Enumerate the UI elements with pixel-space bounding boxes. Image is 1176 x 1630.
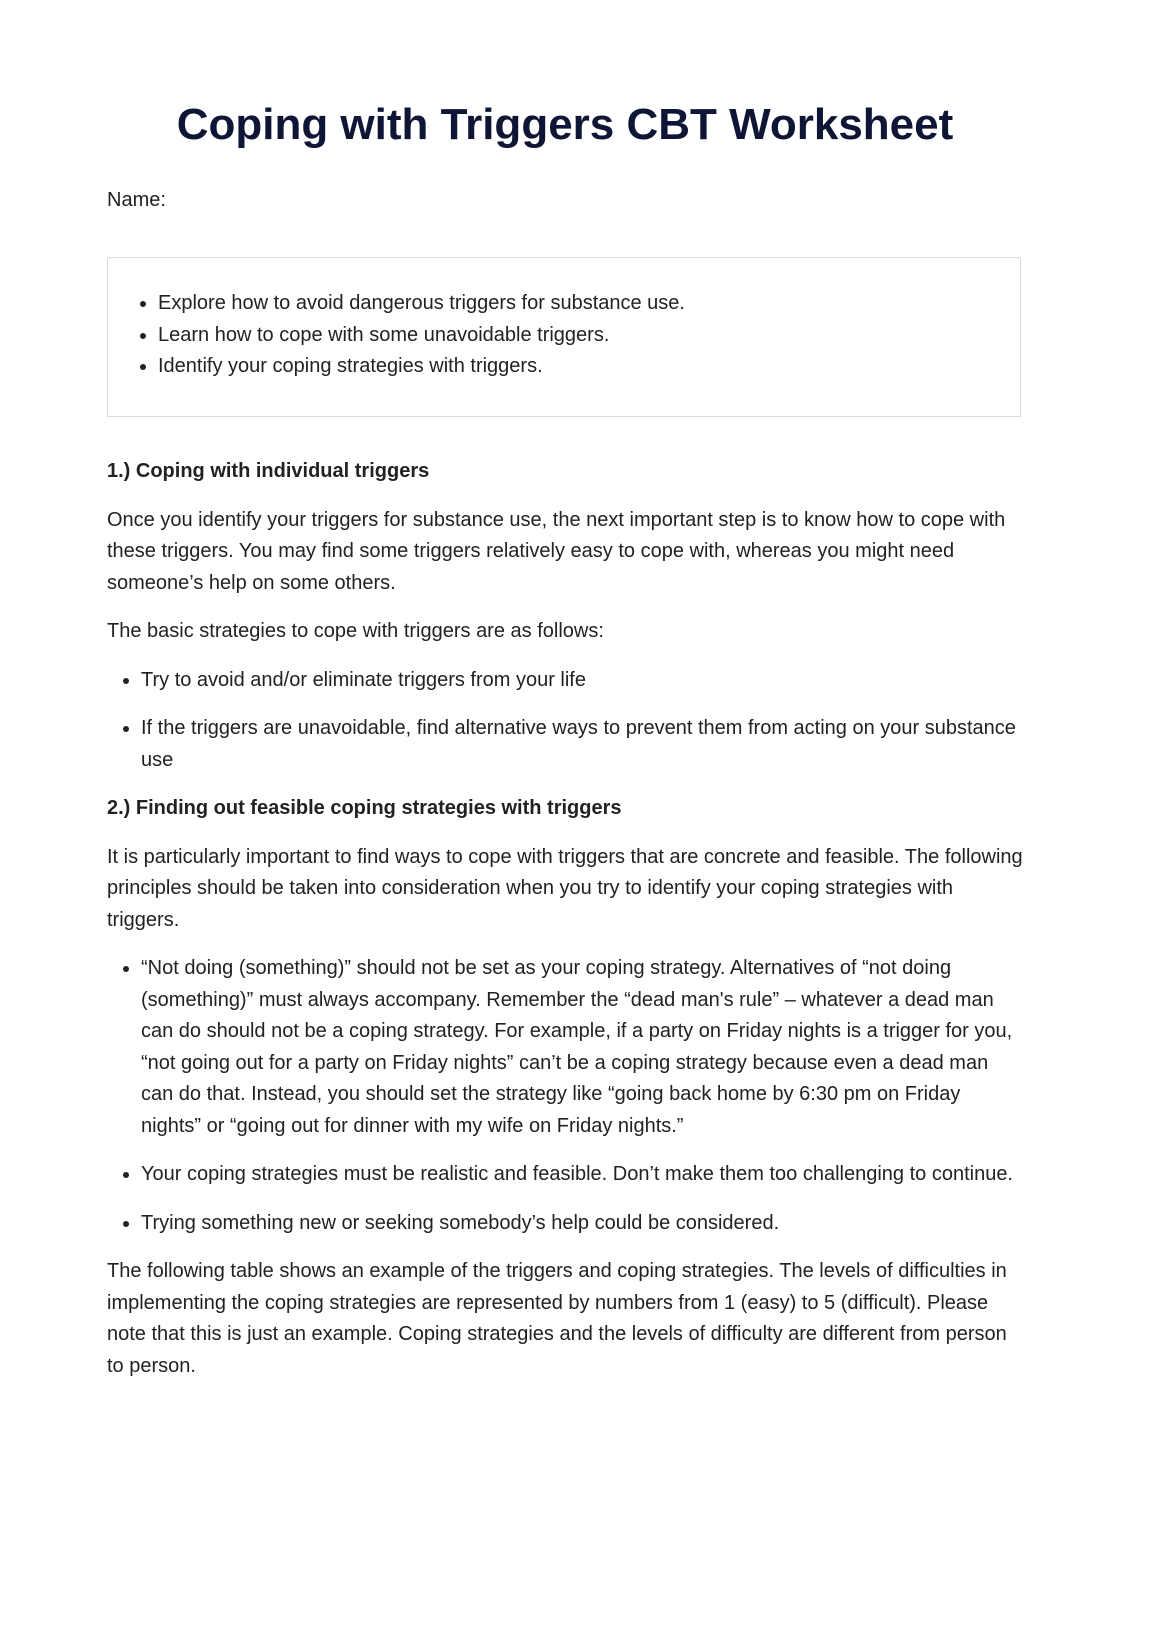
objectives-box [107, 257, 1021, 417]
list-item: • Try to avoid and/or eliminate triggers from your life [141, 665, 1023, 697]
objectives-list [108, 288, 1020, 383]
section2-paragraph: It is particularly important to find ways to cope with triggers that are concrete and feasible. The following principles should be taken into consideration when you try to identify your coping strategies with triggers. [107, 845, 1023, 931]
section1-heading: 1.) Coping with individual triggers [107, 460, 430, 482]
list-item: • Trying something new or seeking somebody’s help could be considered. [141, 1208, 1023, 1240]
objective-item: • Explore how to avoid dangerous triggers for substance use. [158, 288, 1020, 320]
objective-item: • Learn how to cope with some unavoidable triggers. [158, 320, 1020, 352]
section1-paragraph: The basic strategies to cope with triggers are as follows: [107, 620, 604, 642]
section2-paragraph: The following table shows an example of the triggers and coping strategies. The levels of difficulties in implementing the coping strategies are represented by numbers from 1 (easy) to 5 (difficult). Please note that this is just an example. Coping strategies and the levels of difficulty are different from person to person. [107, 1260, 1007, 1377]
objective-item: • Identify your coping strategies with triggers. [158, 351, 1020, 383]
section2-bullets [107, 953, 1023, 1239]
section1-paragraph: Once you identify your triggers for substance use, the next important step is to know how to cope with these triggers. You may find some triggers relatively easy to cope with, whereas you might need someone’s help on some others. [107, 508, 1006, 594]
section2-heading: 2.) Finding out feasible coping strategies with triggers [107, 797, 622, 819]
list-item: • If the triggers are unavoidable, find alternative ways to prevent them from acting on your substance use [141, 713, 1023, 776]
list-item: • Your coping strategies must be realistic and feasible. Don’t make them too challenging to continue. [141, 1159, 1023, 1191]
worksheet-body [107, 456, 1023, 1399]
section1-bullets [107, 665, 1023, 777]
page-title: Coping with Triggers CBT Worksheet [176, 100, 954, 149]
list-item: • “Not doing (something)” should not be set as your coping strategy. Alternatives of “not doing (something)” must always accompany. Remember the “dead man's rule” – whatever a dead man can do should not be a coping strategy. For example, if a party on Friday nights is a trigger for you, “not going out for a party on Friday nights” can’t be a coping strategy because even a dead man can do that. Instead, you should set the strategy like “going back home by 6:30 pm on Friday nights” or “going out for dinner with my wife on Friday nights.” [141, 953, 1023, 1142]
name-label: Name: [107, 189, 166, 211]
